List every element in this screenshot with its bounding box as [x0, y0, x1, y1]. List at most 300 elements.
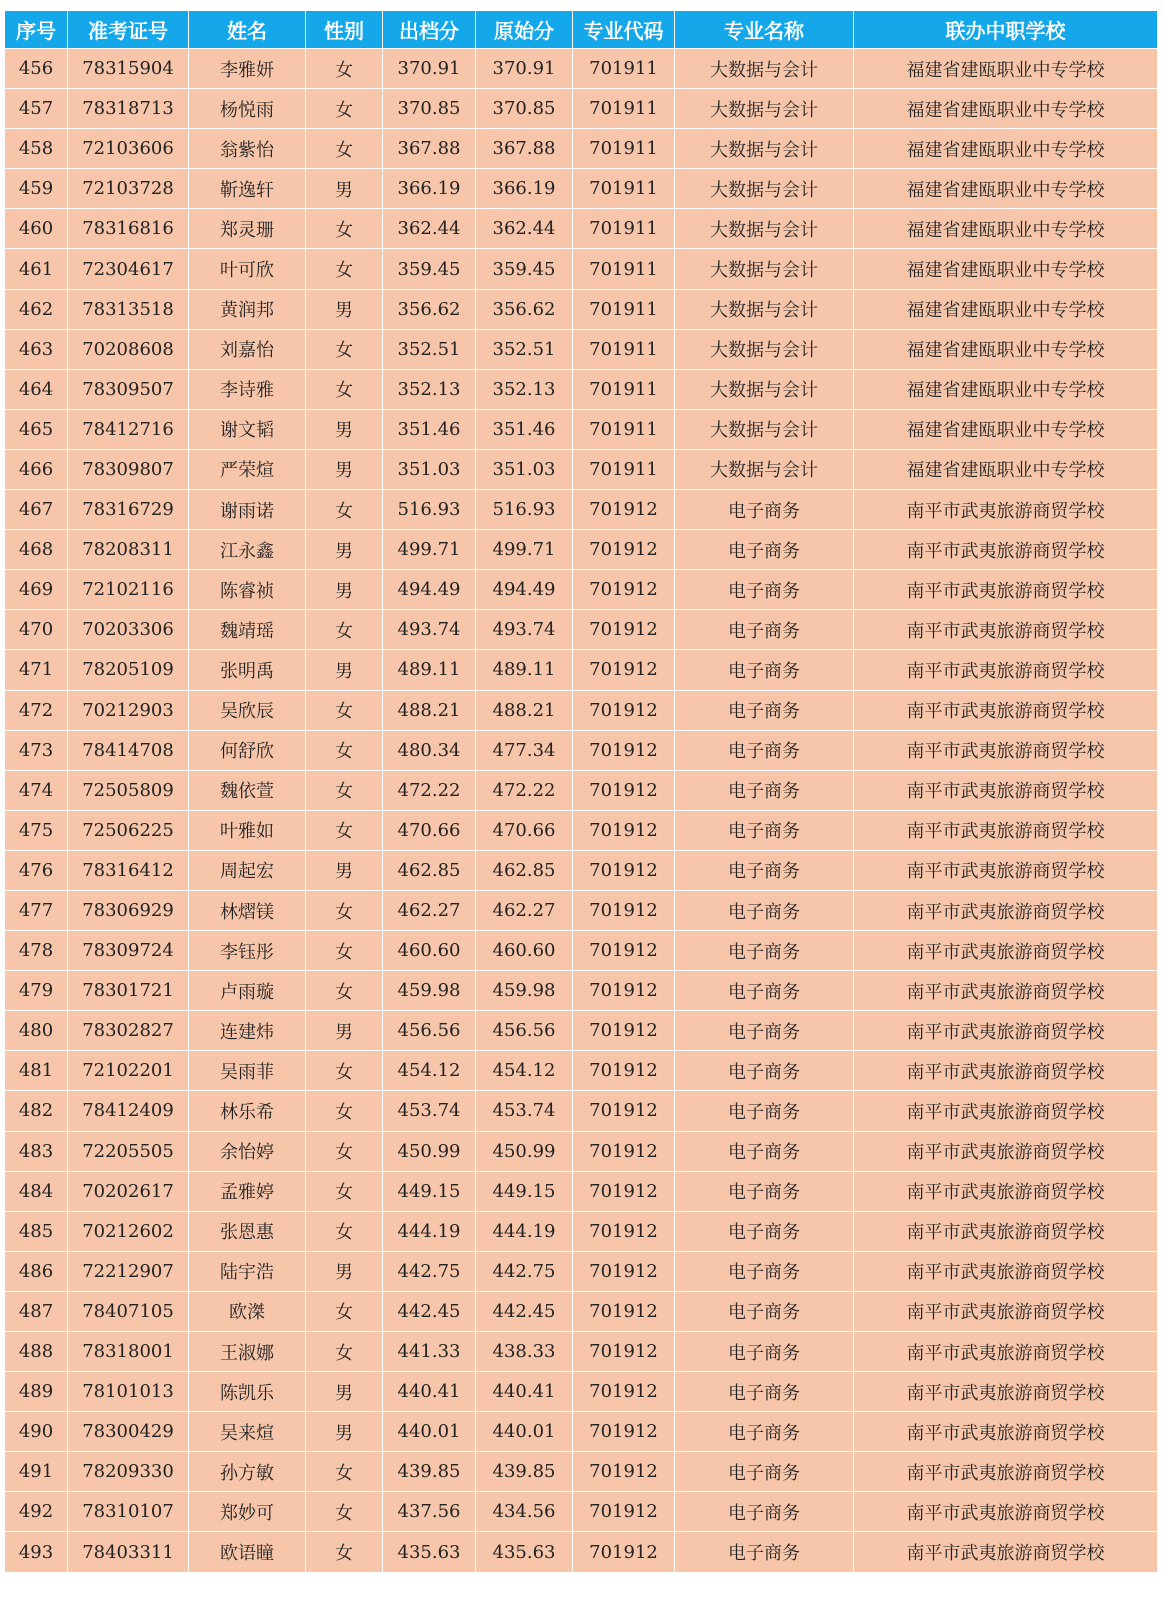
table-row	[5, 971, 1158, 1011]
raw-score-cell: 352.13	[476, 369, 573, 409]
major-code-cell: 701912	[573, 931, 675, 971]
seq-cell: 490	[5, 1412, 68, 1452]
seq-cell: 488	[5, 1332, 68, 1372]
raw-score-cell: 440.41	[476, 1372, 573, 1412]
exam-id-cell: 70212602	[68, 1211, 189, 1251]
exam-id-cell: 70208608	[68, 329, 189, 369]
name-cell: 李钰彤	[189, 931, 306, 971]
school-cell: 南平市武夷旅游商贸学校	[854, 1332, 1158, 1372]
major-name-cell: 电子商务	[675, 1011, 854, 1051]
seq-cell: 473	[5, 730, 68, 770]
raw-score-cell: 499.71	[476, 530, 573, 570]
gender-cell: 男	[306, 169, 383, 209]
admit-score-cell: 370.85	[383, 89, 476, 129]
major-name-cell: 电子商务	[675, 1171, 854, 1211]
seq-cell: 456	[5, 49, 68, 89]
admit-score-cell: 494.49	[383, 570, 476, 610]
major-code-cell: 701911	[573, 369, 675, 409]
gender-cell: 男	[306, 1251, 383, 1291]
major-name-cell: 大数据与会计	[675, 169, 854, 209]
major-name-cell: 电子商务	[675, 570, 854, 610]
exam-id-cell: 78300429	[68, 1412, 189, 1452]
major-name-cell: 大数据与会计	[675, 289, 854, 329]
school-cell: 福建省建瓯职业中专学校	[854, 129, 1158, 169]
major-code-cell: 701911	[573, 49, 675, 89]
seq-cell: 489	[5, 1372, 68, 1412]
raw-score-header: 原始分	[476, 11, 573, 49]
major-name-header: 专业名称	[675, 11, 854, 49]
school-cell: 福建省建瓯职业中专学校	[854, 409, 1158, 449]
school-cell: 南平市武夷旅游商贸学校	[854, 530, 1158, 570]
name-cell: 江永鑫	[189, 530, 306, 570]
gender-cell: 男	[306, 570, 383, 610]
school-cell: 南平市武夷旅游商贸学校	[854, 1291, 1158, 1331]
major-code-cell: 701912	[573, 530, 675, 570]
raw-score-cell: 435.63	[476, 1532, 573, 1572]
seq-cell: 477	[5, 890, 68, 930]
major-code-cell: 701912	[573, 1211, 675, 1251]
school-cell: 南平市武夷旅游商贸学校	[854, 931, 1158, 971]
table-row	[5, 931, 1158, 971]
school-cell: 福建省建瓯职业中专学校	[854, 449, 1158, 489]
header-row	[5, 11, 1158, 49]
major-name-cell: 电子商务	[675, 971, 854, 1011]
major-code-cell: 701911	[573, 409, 675, 449]
major-name-cell: 电子商务	[675, 850, 854, 890]
admit-score-cell: 441.33	[383, 1332, 476, 1372]
gender-cell: 男	[306, 850, 383, 890]
admit-score-cell: 472.22	[383, 770, 476, 810]
exam-id-cell: 78302827	[68, 1011, 189, 1051]
raw-score-cell: 444.19	[476, 1211, 573, 1251]
admit-score-header: 出档分	[383, 11, 476, 49]
major-name-cell: 电子商务	[675, 1251, 854, 1291]
name-cell: 吴来煊	[189, 1412, 306, 1452]
seq-cell: 474	[5, 770, 68, 810]
exam-id-cell: 72205505	[68, 1131, 189, 1171]
major-name-cell: 电子商务	[675, 1532, 854, 1572]
seq-cell: 484	[5, 1171, 68, 1211]
school-cell: 福建省建瓯职业中专学校	[854, 89, 1158, 129]
seq-cell: 487	[5, 1291, 68, 1331]
admit-score-cell: 450.99	[383, 1131, 476, 1171]
table-row	[5, 1452, 1158, 1492]
table-row	[5, 409, 1158, 449]
gender-cell: 女	[306, 971, 383, 1011]
raw-score-cell: 434.56	[476, 1492, 573, 1532]
school-cell: 南平市武夷旅游商贸学校	[854, 1452, 1158, 1492]
seq-cell: 485	[5, 1211, 68, 1251]
name-cell: 郑妙可	[189, 1492, 306, 1532]
exam-id-cell: 78301721	[68, 971, 189, 1011]
exam-id-cell: 78101013	[68, 1372, 189, 1412]
name-cell: 严荣煊	[189, 449, 306, 489]
raw-score-cell: 356.62	[476, 289, 573, 329]
admit-score-cell: 352.13	[383, 369, 476, 409]
school-cell: 福建省建瓯职业中专学校	[854, 329, 1158, 369]
gender-cell: 男	[306, 530, 383, 570]
seq-cell: 478	[5, 931, 68, 971]
major-code-header: 专业代码	[573, 11, 675, 49]
name-cell: 杨悦雨	[189, 89, 306, 129]
seq-cell: 459	[5, 169, 68, 209]
major-name-cell: 电子商务	[675, 1091, 854, 1131]
raw-score-cell: 370.91	[476, 49, 573, 89]
exam-id-cell: 78412409	[68, 1091, 189, 1131]
exam-id-cell: 78316729	[68, 490, 189, 530]
table-row	[5, 1011, 1158, 1051]
major-code-cell: 701912	[573, 1372, 675, 1412]
seq-cell: 471	[5, 650, 68, 690]
raw-score-cell: 438.33	[476, 1332, 573, 1372]
raw-score-cell: 367.88	[476, 129, 573, 169]
seq-cell: 467	[5, 490, 68, 530]
major-name-cell: 电子商务	[675, 931, 854, 971]
major-code-cell: 701911	[573, 449, 675, 489]
major-code-cell: 701911	[573, 329, 675, 369]
admit-score-cell: 489.11	[383, 650, 476, 690]
seq-cell: 462	[5, 289, 68, 329]
raw-score-cell: 489.11	[476, 650, 573, 690]
seq-cell: 458	[5, 129, 68, 169]
school-cell: 南平市武夷旅游商贸学校	[854, 1171, 1158, 1211]
major-code-cell: 701912	[573, 1131, 675, 1171]
admit-score-cell: 493.74	[383, 610, 476, 650]
major-name-cell: 电子商务	[675, 1291, 854, 1331]
name-cell: 靳逸轩	[189, 169, 306, 209]
admit-score-cell: 442.75	[383, 1251, 476, 1291]
school-cell: 南平市武夷旅游商贸学校	[854, 730, 1158, 770]
gender-cell: 女	[306, 890, 383, 930]
school-cell: 南平市武夷旅游商贸学校	[854, 1051, 1158, 1091]
raw-score-cell: 460.60	[476, 931, 573, 971]
table-row	[5, 1532, 1158, 1572]
admit-score-cell: 440.41	[383, 1372, 476, 1412]
school-cell: 南平市武夷旅游商贸学校	[854, 1091, 1158, 1131]
school-cell: 福建省建瓯职业中专学校	[854, 49, 1158, 89]
raw-score-cell: 453.74	[476, 1091, 573, 1131]
exam-id-cell: 78309507	[68, 369, 189, 409]
major-code-cell: 701911	[573, 89, 675, 129]
seq-cell: 457	[5, 89, 68, 129]
major-code-cell: 701912	[573, 1492, 675, 1532]
raw-score-cell: 494.49	[476, 570, 573, 610]
raw-score-cell: 351.03	[476, 449, 573, 489]
table-row	[5, 770, 1158, 810]
table-row	[5, 730, 1158, 770]
exam-id-cell: 70203306	[68, 610, 189, 650]
seq-cell: 476	[5, 850, 68, 890]
table-row	[5, 1131, 1158, 1171]
raw-score-cell: 516.93	[476, 490, 573, 530]
gender-cell: 女	[306, 1452, 383, 1492]
raw-score-cell: 442.75	[476, 1251, 573, 1291]
seq-cell: 465	[5, 409, 68, 449]
gender-cell: 女	[306, 1492, 383, 1532]
name-cell: 欧滐	[189, 1291, 306, 1331]
admit-score-cell: 470.66	[383, 810, 476, 850]
major-code-cell: 701912	[573, 770, 675, 810]
seq-header: 序号	[5, 11, 68, 49]
gender-cell: 女	[306, 1211, 383, 1251]
exam-id-cell: 78414708	[68, 730, 189, 770]
raw-score-cell: 362.44	[476, 209, 573, 249]
table-row	[5, 1291, 1158, 1331]
admit-score-cell: 356.62	[383, 289, 476, 329]
exam-id-cell: 72103606	[68, 129, 189, 169]
table-row	[5, 1171, 1158, 1211]
name-cell: 孟雅婷	[189, 1171, 306, 1211]
raw-score-cell: 439.85	[476, 1452, 573, 1492]
major-code-cell: 701912	[573, 610, 675, 650]
gender-cell: 男	[306, 1372, 383, 1412]
seq-cell: 469	[5, 570, 68, 610]
name-cell: 卢雨璇	[189, 971, 306, 1011]
school-cell: 南平市武夷旅游商贸学校	[854, 810, 1158, 850]
major-code-cell: 701912	[573, 810, 675, 850]
major-code-cell: 701912	[573, 570, 675, 610]
name-cell: 郑灵珊	[189, 209, 306, 249]
major-code-cell: 701912	[573, 1291, 675, 1331]
raw-score-cell: 351.46	[476, 409, 573, 449]
major-name-cell: 大数据与会计	[675, 409, 854, 449]
gender-cell: 男	[306, 289, 383, 329]
raw-score-cell: 477.34	[476, 730, 573, 770]
major-name-cell: 大数据与会计	[675, 49, 854, 89]
gender-cell: 女	[306, 1532, 383, 1572]
major-name-cell: 大数据与会计	[675, 129, 854, 169]
gender-cell: 女	[306, 249, 383, 289]
exam-id-cell: 78309724	[68, 931, 189, 971]
exam-id-cell: 78205109	[68, 650, 189, 690]
major-name-cell: 大数据与会计	[675, 209, 854, 249]
name-cell: 黄润邦	[189, 289, 306, 329]
gender-header: 性别	[306, 11, 383, 49]
seq-cell: 472	[5, 690, 68, 730]
major-name-cell: 电子商务	[675, 1412, 854, 1452]
gender-cell: 女	[306, 1091, 383, 1131]
admit-score-cell: 435.63	[383, 1532, 476, 1572]
major-code-cell: 701912	[573, 1251, 675, 1291]
table-row	[5, 610, 1158, 650]
gender-cell: 女	[306, 1051, 383, 1091]
seq-cell: 481	[5, 1051, 68, 1091]
admit-score-cell: 367.88	[383, 129, 476, 169]
table-row	[5, 289, 1158, 329]
gender-cell: 男	[306, 650, 383, 690]
school-cell: 南平市武夷旅游商贸学校	[854, 1131, 1158, 1171]
raw-score-cell: 462.85	[476, 850, 573, 890]
name-cell: 林乐希	[189, 1091, 306, 1131]
major-name-cell: 电子商务	[675, 650, 854, 690]
major-code-cell: 701912	[573, 1532, 675, 1572]
admit-score-cell: 351.46	[383, 409, 476, 449]
gender-cell: 女	[306, 730, 383, 770]
major-name-cell: 大数据与会计	[675, 329, 854, 369]
gender-cell: 女	[306, 490, 383, 530]
exam-id-cell: 78310107	[68, 1492, 189, 1532]
gender-cell: 女	[306, 1171, 383, 1211]
raw-score-cell: 440.01	[476, 1412, 573, 1452]
admit-score-cell: 437.56	[383, 1492, 476, 1532]
major-code-cell: 701912	[573, 971, 675, 1011]
admit-score-cell: 352.51	[383, 329, 476, 369]
exam-id-cell: 78306929	[68, 890, 189, 930]
name-cell: 余怡婷	[189, 1131, 306, 1171]
admit-score-cell: 460.60	[383, 931, 476, 971]
admission-table	[4, 10, 1158, 1573]
gender-cell: 女	[306, 690, 383, 730]
raw-score-cell: 352.51	[476, 329, 573, 369]
table-row	[5, 1372, 1158, 1412]
exam-id-cell: 78313518	[68, 289, 189, 329]
name-cell: 李雅妍	[189, 49, 306, 89]
exam-id-cell: 72103728	[68, 169, 189, 209]
major-code-cell: 701912	[573, 1412, 675, 1452]
seq-cell: 479	[5, 971, 68, 1011]
admit-score-cell: 453.74	[383, 1091, 476, 1131]
major-code-cell: 701912	[573, 1171, 675, 1211]
seq-cell: 480	[5, 1011, 68, 1051]
seq-cell: 486	[5, 1251, 68, 1291]
name-cell: 何舒欣	[189, 730, 306, 770]
admit-score-cell: 442.45	[383, 1291, 476, 1331]
table-row	[5, 810, 1158, 850]
exam-id-cell: 78316816	[68, 209, 189, 249]
table-row	[5, 1332, 1158, 1372]
admit-score-cell: 362.44	[383, 209, 476, 249]
major-name-cell: 电子商务	[675, 1211, 854, 1251]
name-cell: 连建炜	[189, 1011, 306, 1051]
exam-id-header: 准考证号	[68, 11, 189, 49]
exam-id-cell: 70202617	[68, 1171, 189, 1211]
seq-cell: 475	[5, 810, 68, 850]
major-name-cell: 电子商务	[675, 1051, 854, 1091]
major-code-cell: 701912	[573, 1091, 675, 1131]
table-row	[5, 49, 1158, 89]
school-cell: 南平市武夷旅游商贸学校	[854, 1211, 1158, 1251]
table-row	[5, 850, 1158, 890]
raw-score-cell: 459.98	[476, 971, 573, 1011]
seq-cell: 468	[5, 530, 68, 570]
admit-score-cell: 499.71	[383, 530, 476, 570]
major-name-cell: 电子商务	[675, 770, 854, 810]
name-cell: 魏靖瑶	[189, 610, 306, 650]
name-cell: 李诗雅	[189, 369, 306, 409]
major-code-cell: 701911	[573, 129, 675, 169]
major-name-cell: 电子商务	[675, 490, 854, 530]
seq-cell: 491	[5, 1452, 68, 1492]
table-row	[5, 169, 1158, 209]
gender-cell: 男	[306, 1011, 383, 1051]
school-header: 联办中职学校	[854, 11, 1158, 49]
raw-score-cell: 493.74	[476, 610, 573, 650]
exam-id-cell: 78403311	[68, 1532, 189, 1572]
name-cell: 谢雨诺	[189, 490, 306, 530]
table-row	[5, 570, 1158, 610]
raw-score-cell: 359.45	[476, 249, 573, 289]
table-row	[5, 1492, 1158, 1532]
name-cell: 吴欣辰	[189, 690, 306, 730]
raw-score-cell: 370.85	[476, 89, 573, 129]
table-row	[5, 249, 1158, 289]
school-cell: 南平市武夷旅游商贸学校	[854, 570, 1158, 610]
name-cell: 陆宇浩	[189, 1251, 306, 1291]
name-cell: 王淑娜	[189, 1332, 306, 1372]
admit-score-cell: 351.03	[383, 449, 476, 489]
school-cell: 南平市武夷旅游商贸学校	[854, 1412, 1158, 1452]
name-cell: 刘嘉怡	[189, 329, 306, 369]
name-cell: 叶可欣	[189, 249, 306, 289]
gender-cell: 女	[306, 209, 383, 249]
admit-score-cell: 444.19	[383, 1211, 476, 1251]
admit-score-cell: 454.12	[383, 1051, 476, 1091]
table-row	[5, 369, 1158, 409]
admit-score-cell: 480.34	[383, 730, 476, 770]
admit-score-cell: 462.85	[383, 850, 476, 890]
admit-score-cell: 440.01	[383, 1412, 476, 1452]
exam-id-cell: 70212903	[68, 690, 189, 730]
exam-id-cell: 78208311	[68, 530, 189, 570]
table-row	[5, 1051, 1158, 1091]
exam-id-cell: 72212907	[68, 1251, 189, 1291]
gender-cell: 女	[306, 1291, 383, 1331]
seq-cell: 482	[5, 1091, 68, 1131]
school-cell: 南平市武夷旅游商贸学校	[854, 690, 1158, 730]
raw-score-cell: 366.19	[476, 169, 573, 209]
exam-id-cell: 72304617	[68, 249, 189, 289]
table-row	[5, 490, 1158, 530]
gender-cell: 女	[306, 610, 383, 650]
table-row	[5, 129, 1158, 169]
major-name-cell: 大数据与会计	[675, 89, 854, 129]
raw-score-cell: 442.45	[476, 1291, 573, 1331]
school-cell: 福建省建瓯职业中专学校	[854, 209, 1158, 249]
admit-score-cell: 359.45	[383, 249, 476, 289]
raw-score-cell: 488.21	[476, 690, 573, 730]
exam-id-cell: 78209330	[68, 1452, 189, 1492]
school-cell: 南平市武夷旅游商贸学校	[854, 770, 1158, 810]
gender-cell: 女	[306, 49, 383, 89]
gender-cell: 女	[306, 931, 383, 971]
school-cell: 南平市武夷旅游商贸学校	[854, 650, 1158, 690]
school-cell: 南平市武夷旅游商贸学校	[854, 850, 1158, 890]
school-cell: 南平市武夷旅游商贸学校	[854, 890, 1158, 930]
admit-score-cell: 370.91	[383, 49, 476, 89]
major-name-cell: 大数据与会计	[675, 449, 854, 489]
major-name-cell: 电子商务	[675, 1452, 854, 1492]
major-name-cell: 电子商务	[675, 610, 854, 650]
major-code-cell: 701912	[573, 650, 675, 690]
gender-cell: 女	[306, 129, 383, 169]
major-code-cell: 701911	[573, 209, 675, 249]
school-cell: 南平市武夷旅游商贸学校	[854, 1251, 1158, 1291]
major-code-cell: 701911	[573, 169, 675, 209]
exam-id-cell: 78316412	[68, 850, 189, 890]
table-body	[5, 49, 1158, 1573]
major-code-cell: 701912	[573, 1332, 675, 1372]
school-cell: 南平市武夷旅游商贸学校	[854, 1492, 1158, 1532]
raw-score-cell: 450.99	[476, 1131, 573, 1171]
major-code-cell: 701911	[573, 289, 675, 329]
gender-cell: 女	[306, 369, 383, 409]
name-cell: 魏依萱	[189, 770, 306, 810]
name-cell: 吴雨菲	[189, 1051, 306, 1091]
school-cell: 福建省建瓯职业中专学校	[854, 169, 1158, 209]
name-cell: 欧语瞳	[189, 1532, 306, 1572]
table-row	[5, 89, 1158, 129]
gender-cell: 男	[306, 409, 383, 449]
